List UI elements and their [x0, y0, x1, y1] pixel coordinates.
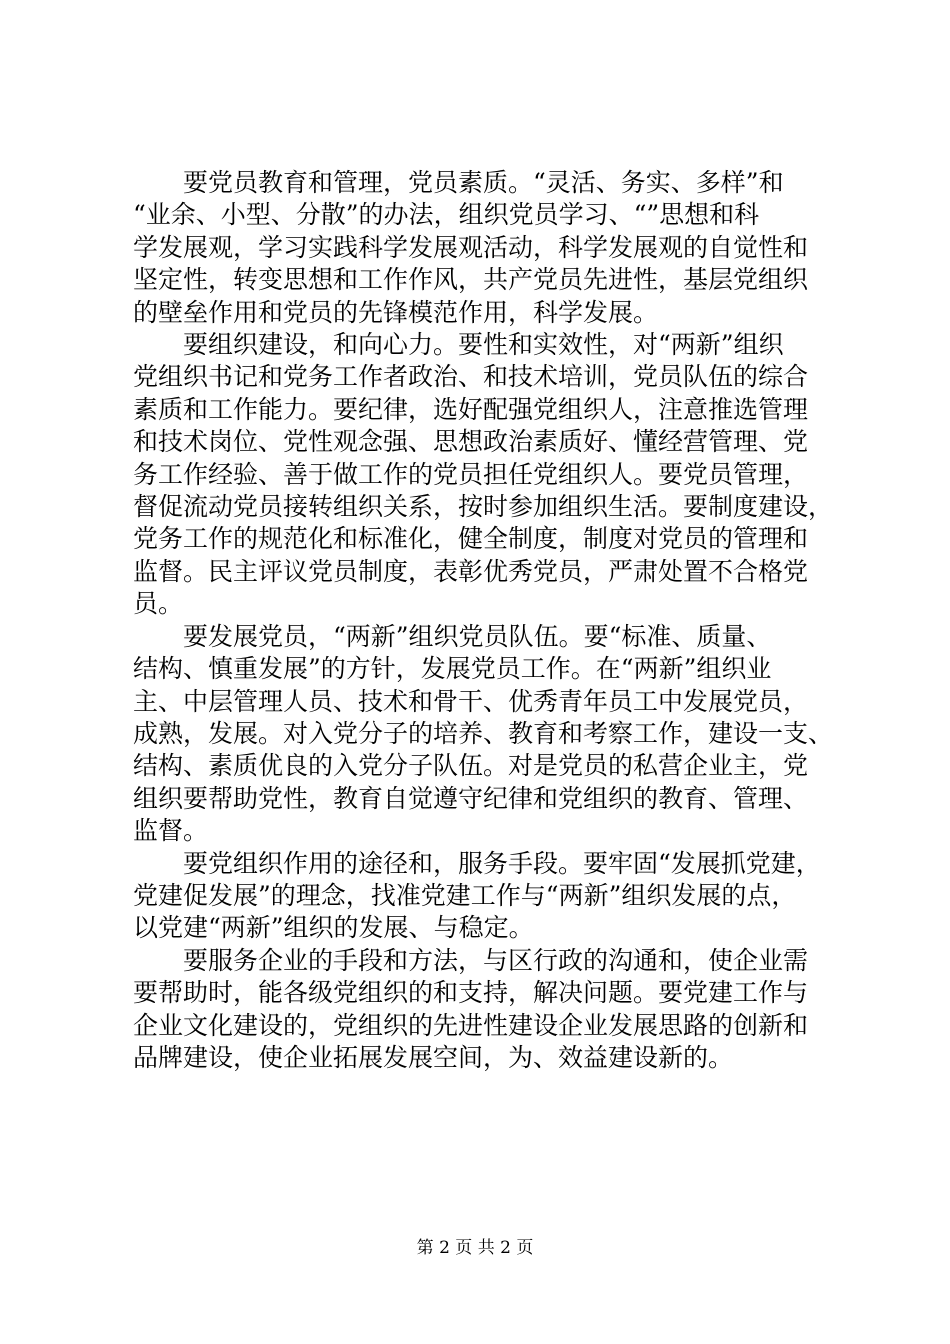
paragraph-organization-role: 要党组织作用的途径和，服务手段。要牢固“发展抓党建， 党建促发展”的理念，找准党建工作与“两新”组织发展的点， 以党建“两新”组织的发展、与稳定。	[133, 848, 821, 943]
paragraph-organization-building: 要组织建设，和向心力。要性和实效性，对“两新”组织 党组织书记和党务工作者政治、和技术培训，党员队伍的综合 素质和工作能力。要纪律，选好配强党组织人，注意推选管理 和技术岗位、党性观念强、思想政治素质好、懂经营管理、党 务工作经验、善于做工作的党员担任党组织人。要党员管理， 督促流动党员接转组织关系，按时参加组织生活。要制度建设， 党务工作的规范化和标准化，健全制度，制度对党员的管理和 监督。民主评议党员制度，表彰优秀党员，严肃处置不合格党 员。	[133, 330, 834, 619]
document-body	[133, 167, 833, 1074]
paragraph-party-member-education: 要党员教育和管理，党员素质。“灵活、务实、多样”和 “业余、小型、分散”的办法，组织党员学习、“”思想和科 学发展观，学习实践科学发展观活动，科学发展观的自觉性和 坚定性，转变思想和工作作风，共产党员先进性，基层党组织 的壁垒作用和党员的先锋模范作用，科学发展。	[133, 168, 809, 327]
page-indicator: 第 2 页 共 2 页	[416, 1238, 534, 1258]
page-number-footer	[0, 1237, 950, 1259]
paragraph-member-development: 要发展党员，“两新”组织党员队伍。要“标准、质量、 结构、慎重发展”的方针，发展党员工作。在“两新”组织业 主、中层管理人员、技术和骨干、优秀青年员工中发展党员， 成熟，发展。对入党分子的培养、教育和考察工作，建设一支、 结构、素质优良的入党分子队伍。对是党员的私营企业主，党 组织要帮助党性，教育自觉遵守纪律和党组织的教育、管理、 监督。	[133, 621, 834, 846]
paragraph-enterprise-service: 要服务企业的手段和方法，与区行政的沟通和，使企业需 要帮助时，能各级党组织的和支持，解决问题。要党建工作与 企业文化建设的，党组织的先进性建设企业发展思路的创新和 品牌建设，使企业拓展发展空间，为、效益建设新的。	[133, 945, 809, 1072]
